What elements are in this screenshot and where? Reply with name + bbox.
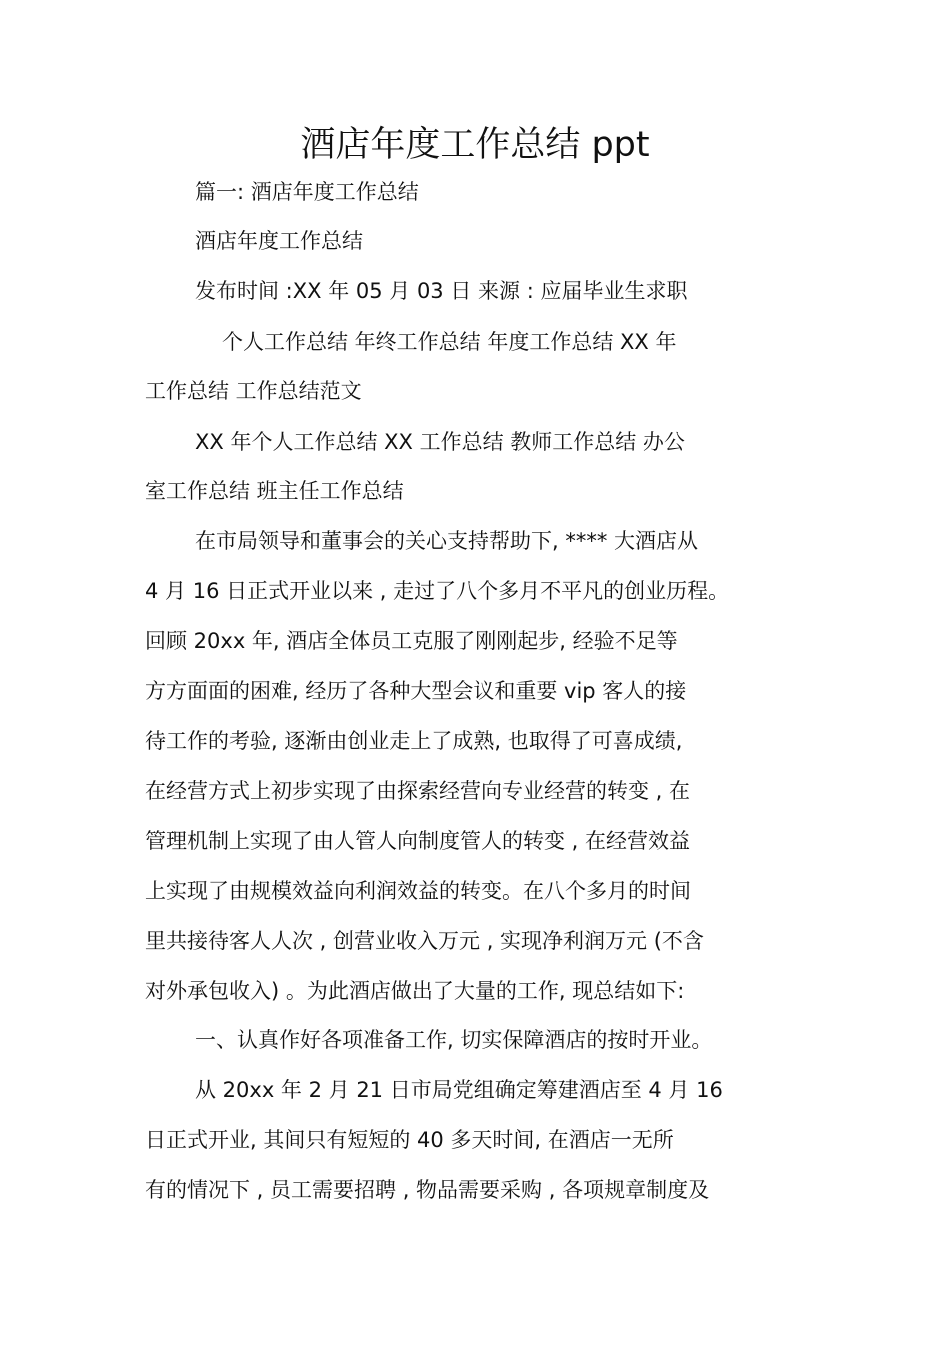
text-line-13: 在经营方式上初步实现了由探索经营向专业经营的转变 , 在 [145,779,691,803]
text-line-18: 一、认真作好各项准备工作, 切实保障酒店的按时开业。 [195,1028,713,1052]
text-line-16: 里共接待客人人次 , 创营业收入万元 , 实现净利润万元 (不含 [145,929,704,953]
text-line-15: 上实现了由规模效益向利润效益的转变。在八个多月的时间 [145,879,691,903]
text-line-2: 酒店年度工作总结 [195,229,363,253]
text-line-11: 方方面面的困难, 经历了各种大型会议和重要 vip 客人的接 [145,679,687,703]
text-line-3: 发布时间 :XX 年 05 月 03 日 来源 : 应届毕业生求职 [195,279,688,303]
text-line-8: 在市局领导和董事会的关心支持帮助下, **** 大酒店从 [195,529,699,553]
text-line-20: 日正式开业, 其间只有短短的 40 多天时间, 在酒店一无所 [145,1128,674,1152]
text-line-10: 回顾 20xx 年, 酒店全体员工克服了刚刚起步, 经验不足等 [145,629,678,653]
text-line-14: 管理机制上实现了由人管人向制度管人的转变 , 在经营效益 [145,829,691,853]
text-line-4: 个人工作总结 年终工作总结 年度工作总结 XX 年 [222,330,677,354]
text-line-7: 室工作总结 班主任工作总结 [145,479,404,503]
text-line-5: 工作总结 工作总结范文 [145,379,362,403]
text-line-19: 从 20xx 年 2 月 21 日市局党组确定筹建酒店至 4 月 16 [195,1078,723,1102]
text-line-17: 对外承包收入) 。为此酒店做出了大量的工作, 现总结如下: [145,979,685,1003]
text-line-6: XX 年个人工作总结 XX 工作总结 教师工作总结 办公 [195,430,685,454]
document-title: 酒店年度工作总结 ppt [300,125,650,165]
text-line-21: 有的情况下 , 员工需要招聘 , 物品需要采购 , 各项规章制度及 [145,1178,710,1202]
text-line-1: 篇一: 酒店年度工作总结 [195,180,419,204]
text-line-9: 4 月 16 日正式开业以来 , 走过了八个多月不平凡的创业历程。 [145,579,730,603]
text-line-12: 待工作的考验, 逐渐由创业走上了成熟, 也取得了可喜成绩, [145,729,683,753]
